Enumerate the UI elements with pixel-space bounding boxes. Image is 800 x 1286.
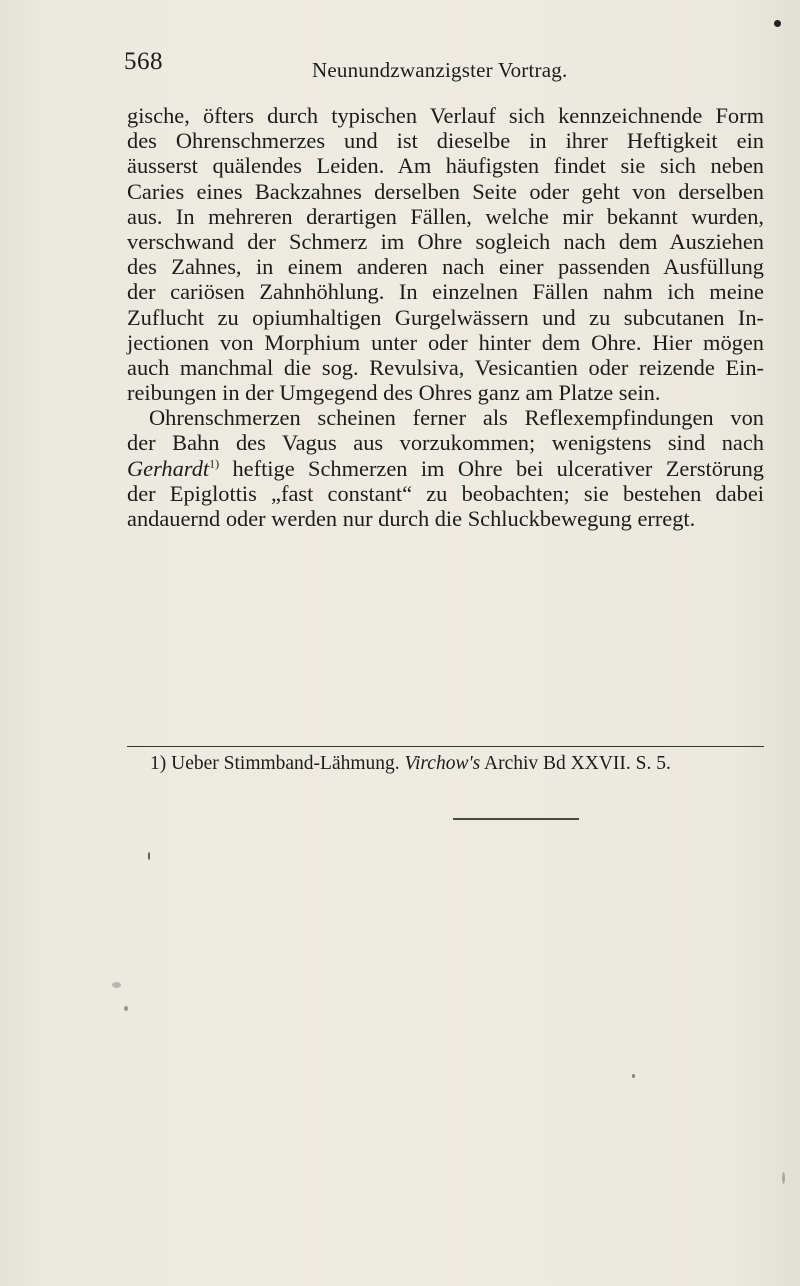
gerhardt-name: Gerhardt [127,455,210,481]
text-line: reibungen in der Umgegend des Ohres ganz am Platze sein. [127,380,661,406]
text-line: des Zahnes, in einem anderen nach einer passenden Ausfüllung [127,254,764,280]
ink-speck [632,1074,635,1078]
text-line-rest: heftige Schmerzen im Ohre bei ulcerativer Zerstörung [232,455,764,481]
text-line: Caries eines Backzahnes derselben Seite oder geht von derselben [127,178,764,204]
decorative-rule [453,818,579,820]
footnote [150,752,760,776]
footnote-text-after: Archiv Bd XXVII. S. 5. [484,753,671,774]
body-text [127,103,764,531]
footnote-reference: 1) [209,456,220,471]
text-line: Ohrenschmerzen scheinen ferner als Reflexempfindungen von [149,405,764,431]
text-line: jectionen von Morphium unter oder hinter dem Ohre. Hier mögen [127,329,764,355]
ink-speck [782,1172,785,1184]
text-line: der Bahn des Vagus aus vorzukommen; wenigstens sind nach [127,430,764,456]
text-line: des Ohrenschmerzes und ist dieselbe in ihrer Heftigkeit ein [127,128,764,154]
footnote-text-before: Ueber Stimmband-Lähmung. [171,753,400,774]
text-line: andauernd oder werden nur durch die Schluckbewegung erregt. [127,506,696,531]
text-line: gische, öfters durch typischen Verlauf sich kennzeichnende Form [127,103,764,128]
text-line-gerhardt [127,456,764,481]
text-line: aus. In mehreren derartigen Fällen, welche mir bekannt wurden, [127,203,764,229]
text-line: der cariösen Zahnhöhlung. In einzelnen Fällen nahm ich meine [127,279,764,305]
ink-speck [774,20,781,27]
text-line: Zuflucht zu opiumhaltigen Gurgelwässern und zu subcutanen In- [127,304,764,330]
footnote-author: Virchow's [404,753,481,774]
ink-speck [112,982,121,988]
text-line: der Epiglottis „fast constant“ zu beobachten; sie bestehen dabei [127,480,764,506]
running-title: Neunundzwanzigster Vortrag. [312,58,568,82]
text-line: auch manchmal die sog. Revulsiva, Vesicantien oder reizende Ein- [127,354,764,380]
ink-speck [124,1006,128,1011]
text-line: äusserst quälendes Leiden. Am häufigsten findet sie sich neben [127,153,764,179]
page-number: 568 [124,48,163,75]
footnote-divider [127,746,764,747]
footnote-marker: 1) [150,753,167,774]
text-line: verschwand der Schmerz im Ohre sogleich nach dem Ausziehen [127,228,764,254]
ink-speck [148,852,150,860]
